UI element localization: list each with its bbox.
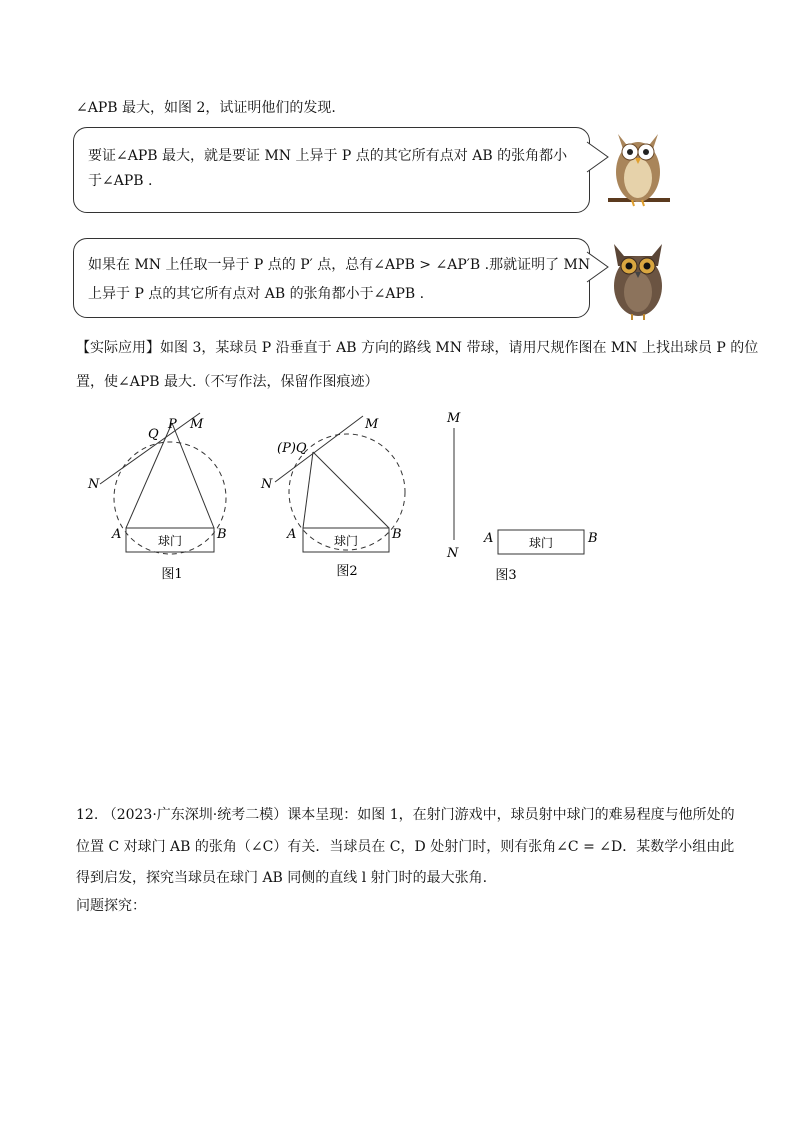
fig1-label-n: N (88, 477, 100, 492)
fig2-label-b: B (392, 527, 402, 542)
fig1-label-q: Q (148, 427, 159, 442)
fig2-caption: 图2 (336, 564, 358, 579)
fig3-label-m: M (447, 411, 461, 426)
fig3-label-n: N (447, 546, 459, 561)
fig1-label-p: P (168, 417, 177, 432)
figure-1 (80, 408, 250, 588)
speech-bubble-2 (73, 238, 590, 318)
fig2-label-m: M (365, 417, 379, 432)
application-line-2: 置，使∠APB 最大.（不写作法，保留作图痕迹） (76, 374, 379, 390)
fig1-goal-label: 球门 (157, 534, 183, 548)
fig1-label-a: A (112, 527, 122, 542)
bubble-2-line-2: 上异于 P 点的其它所有点对 AB 的张角都小于∠APB . (88, 286, 425, 302)
problem12-line-4: 问题探究： (76, 898, 146, 914)
fig2-label-n: N (261, 477, 273, 492)
fig3-goal-label: 球门 (528, 536, 554, 550)
fig2-label-pq: (P)Q (277, 441, 307, 456)
bubble-2-line-1: 如果在 MN 上任取一异于 P 点的 P′ 点，总有∠APB > ∠AP′B .那就证明了 MN (88, 257, 591, 273)
application-line-1: 【实际应用】如图 3，某球员 P 沿垂直于 AB 方向的路线 MN 带球，请用尺规作图在 MN 上找出球员 P 的位 (76, 340, 759, 356)
fig1-label-m: M (190, 417, 204, 432)
intro-line: ∠APB 最大，如图 2，试证明他们的发现. (76, 100, 336, 116)
problem12-line-3: 得到启发，探究当球员在球门 AB 同侧的直线 l 射门时的最大张角. (76, 870, 488, 886)
bubble-1-line-2: 于∠APB . (88, 173, 153, 189)
figure-2 (255, 408, 425, 588)
fig1-caption: 图1 (161, 567, 183, 582)
fig2-goal-label: 球门 (333, 534, 359, 548)
fig1-label-b: B (217, 527, 227, 542)
problem12-line-2: 位置 C 对球门 AB 的张角（∠C）有关．当球员在 C，D 处射门时，则有张角∠C = ∠D．某数学小组由此 (76, 839, 735, 855)
problem12-line-1: 12. （2023·广东深圳·统考二模）课本呈现：如图 1，在射门游戏中，球员射中球门的难易程度与他所处的 (76, 807, 735, 823)
figure-3 (440, 404, 610, 584)
bubble-1-line-1: 要证∠APB 最大，就是要证 MN 上异于 P 点的其它所有点对 AB 的张角都小 (88, 148, 568, 164)
fig2-label-a: A (287, 527, 297, 542)
fig3-caption: 图3 (495, 568, 517, 583)
owl-dark-icon (606, 238, 670, 322)
fig3-label-b: B (588, 531, 598, 546)
fig3-label-a: A (484, 531, 494, 546)
owl-icon (606, 122, 670, 212)
